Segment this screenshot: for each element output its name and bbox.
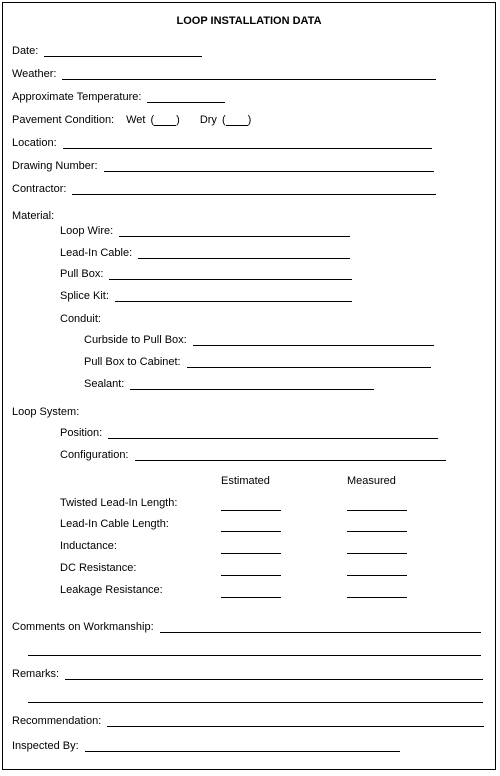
drawing-number-label: Drawing Number: (12, 160, 98, 172)
pull-box-to-cabinet-row (84, 354, 431, 368)
material-heading (12, 208, 54, 222)
drawing-number-field[interactable] (104, 160, 434, 172)
material-heading-label: Material: (12, 210, 55, 222)
sealant-field[interactable] (130, 378, 374, 390)
curbside-label: Curbside to Pull Box: (84, 334, 187, 346)
dry-field[interactable] (226, 114, 248, 126)
wet-field[interactable] (154, 114, 176, 126)
measured-field-dc-resistance[interactable] (347, 575, 407, 576)
inspected-by-row (12, 738, 400, 752)
weather-label: Weather: (12, 68, 57, 80)
pull-box-label: Pull Box: (60, 268, 104, 280)
pull-box-to-cabinet-label: Pull Box to Cabinet: (84, 356, 181, 368)
measured-field-twisted[interactable] (347, 510, 407, 511)
loop-wire-row (60, 223, 350, 237)
temperature-label: Approximate Temperature: (12, 91, 142, 103)
remarks-row (12, 666, 483, 680)
lead-in-cable-label: Lead-In Cable: (60, 247, 133, 259)
pull-box-row (60, 266, 352, 280)
configuration-label: Configuration: (60, 449, 129, 461)
weather-field[interactable] (62, 68, 436, 80)
remarks-field-line-2[interactable] (28, 691, 483, 703)
wet-open-paren: ( (150, 114, 155, 126)
wet-label: Wet (126, 114, 146, 126)
estimated-field-dc-resistance[interactable] (221, 575, 281, 576)
dry-close-paren: ) (247, 114, 252, 126)
estimated-field-twisted[interactable] (221, 510, 281, 511)
location-label: Location: (12, 137, 57, 149)
comments-field-line-2[interactable] (28, 644, 481, 656)
weather-row (12, 66, 436, 80)
loop-installation-form (2, 2, 496, 770)
position-label: Position: (60, 427, 103, 439)
inspected-by-label: Inspected By: (12, 740, 79, 752)
position-field[interactable] (108, 427, 438, 439)
recommendation-field[interactable] (107, 715, 484, 727)
recommendation-row (12, 713, 484, 727)
recommendation-label: Recommendation: (12, 715, 102, 727)
estimated-field-leakage[interactable] (221, 597, 281, 598)
splice-kit-label: Splice Kit: (60, 290, 109, 302)
pavement-label: Pavement Condition: (12, 114, 115, 126)
curbside-row (84, 332, 434, 346)
measurement-label-inductance: Inductance: (60, 540, 117, 552)
sealant-label: Sealant: (84, 378, 125, 390)
splice-kit-field[interactable] (115, 290, 352, 302)
measured-field-lead-in[interactable] (347, 531, 407, 532)
measurement-label-dc-resistance: DC Resistance: (60, 562, 137, 574)
date-field[interactable] (44, 45, 202, 57)
form-title: LOOP INSTALLATION DATA (176, 15, 322, 27)
remarks-continuation-row (28, 689, 483, 703)
location-field[interactable] (63, 137, 432, 149)
curbside-field[interactable] (193, 334, 434, 346)
location-row (12, 135, 432, 149)
configuration-row (60, 447, 446, 461)
comments-field[interactable] (160, 621, 481, 633)
measurement-label-leakage: Leakage Resistance: (60, 584, 163, 596)
loop-system-heading (12, 404, 79, 418)
pull-box-to-cabinet-field[interactable] (187, 356, 431, 368)
lead-in-cable-row (60, 245, 350, 259)
remarks-label: Remarks: (12, 668, 60, 680)
temperature-field[interactable] (147, 91, 225, 103)
contractor-row (12, 181, 436, 195)
lead-in-cable-field[interactable] (138, 247, 350, 259)
position-row (60, 425, 438, 439)
loop-wire-field[interactable] (119, 225, 350, 237)
measured-field-leakage[interactable] (347, 597, 407, 598)
dry-label: Dry (199, 114, 217, 126)
measured-column-header: Measured (347, 475, 396, 487)
splice-kit-row (60, 288, 352, 302)
measured-field-inductance[interactable] (347, 553, 407, 554)
pavement-row (12, 112, 251, 126)
comments-continuation-row (28, 642, 481, 656)
dry-open-paren: ( (221, 114, 226, 126)
contractor-label: Contractor: (12, 183, 67, 195)
temperature-row (12, 89, 225, 103)
configuration-field[interactable] (135, 449, 447, 461)
wet-close-paren: ) (176, 114, 180, 126)
comments-label: Comments on Workmanship: (12, 621, 154, 633)
measurement-label-lead-in: Lead-In Cable Length: (60, 518, 169, 530)
drawing-number-row (12, 158, 434, 172)
measurement-label-twisted: Twisted Lead-In Length: (60, 497, 178, 509)
date-label: Date: (12, 45, 39, 57)
conduit-label: Conduit: (60, 313, 101, 325)
sealant-row (84, 376, 374, 390)
estimated-field-lead-in[interactable] (221, 531, 281, 532)
remarks-field[interactable] (65, 668, 483, 680)
loop-system-label: Loop System: (12, 406, 80, 418)
estimated-column-header: Estimated (221, 475, 270, 487)
contractor-field[interactable] (72, 183, 436, 195)
date-row (12, 43, 202, 57)
comments-row (12, 619, 481, 633)
conduit-heading (60, 311, 101, 325)
estimated-field-inductance[interactable] (221, 553, 281, 554)
loop-wire-label: Loop Wire: (60, 225, 114, 237)
pull-box-field[interactable] (109, 268, 352, 280)
inspected-by-field[interactable] (85, 740, 400, 752)
